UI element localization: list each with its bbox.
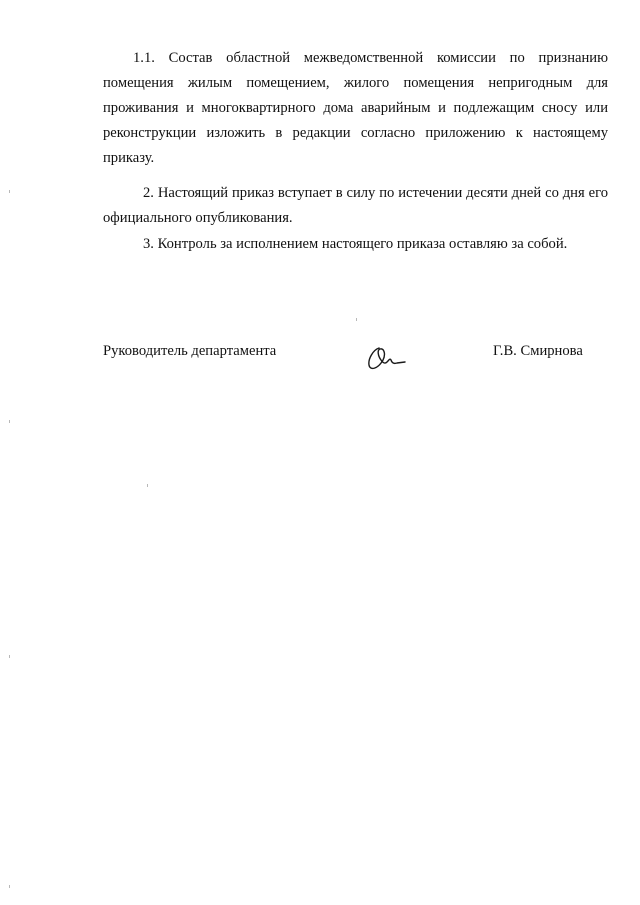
signatory-role: Руководитель департамента [103,343,277,359]
paragraph-3: 3. Контроль за исполнением настоящего приказа оставляю за собой. [143,236,568,252]
paragraph-1-1: 1.1. Состав областной межведомственной комиссии по признанию помещения жилым помещением, жилого помещения непригодным для проживания и многоквартирного дома аварийным и подлежащим сносу или реконструкции изложить в редакции согласно приложению к настоящему приказу. [103,50,608,166]
handwritten-signature [364,340,408,374]
scan-speck [9,655,10,658]
scan-speck [356,318,357,321]
scan-speck [147,484,148,487]
signatory-name: Г.В. Смирнова [493,343,583,359]
scan-speck [9,190,10,193]
scan-speck [9,420,10,423]
scan-speck [9,885,10,888]
paragraph-2: 2. Настоящий приказ вступает в силу по истечении десяти дней со дня его официального опубликования. [103,185,608,226]
